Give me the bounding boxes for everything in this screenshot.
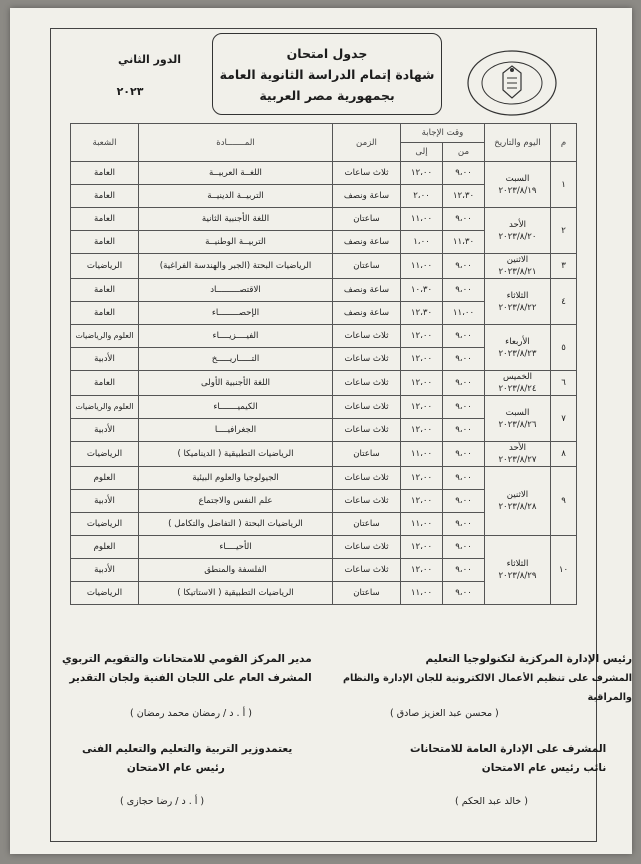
- document-page: [10, 8, 632, 854]
- exam-date: ٢٠٢٣/٨/٢٢: [498, 302, 537, 313]
- start-time: ٩،٠٠: [443, 513, 485, 536]
- exam-date: ٢٠٢٣/٨/٢٩: [498, 571, 537, 581]
- start-time: ٩،٠٠: [443, 162, 485, 185]
- branch: العلوم: [71, 467, 139, 490]
- signature-title: وزير التربية والتعليم والتعليم الفنى: [82, 743, 265, 755]
- signature-subtitle: نائب رئيس عام الامتحان: [481, 762, 607, 774]
- duration: ساعتان: [333, 513, 401, 536]
- signature-name: ( خالد عبد الحكم ): [455, 796, 528, 807]
- end-time: ٢،٠٠: [401, 185, 443, 208]
- signature-name: ( محسن عبد العزيز صادق ): [390, 708, 499, 719]
- subject: الجغرافيــــا: [139, 419, 333, 442]
- end-time: ١٢،٠٠: [401, 559, 443, 582]
- round-year-label: [65, 43, 195, 105]
- day-name: الثلاثاء: [506, 559, 529, 569]
- table-row: [71, 442, 577, 467]
- signature-subtitle: المشرف على تنظيم الأعمال الالكترونية للجان الإدارة والنظام والمراقبة: [342, 673, 632, 703]
- start-time: ٩،٠٠: [443, 419, 485, 442]
- end-time: ١٢،٠٠: [401, 467, 443, 490]
- duration: ثلاث ساعات: [333, 348, 401, 371]
- title-line-3: بجمهورية مصر العربية: [259, 87, 395, 103]
- duration: ساعتان: [333, 442, 401, 467]
- duration: ثلاث ساعات: [333, 467, 401, 490]
- end-time: ١٢،٠٠: [401, 348, 443, 371]
- signature-left-bottom: [82, 740, 265, 778]
- start-time: ١٢،٣٠: [443, 185, 485, 208]
- exam-date: ٢٠٢٣/٨/٢٨: [498, 502, 537, 512]
- day-number: ١: [551, 162, 577, 208]
- branch: الرياضيات: [71, 513, 139, 536]
- branch: العلوم: [71, 536, 139, 559]
- branch: الأدبية: [71, 348, 139, 371]
- start-time: ٩،٠٠: [443, 536, 485, 559]
- branch: العامة: [71, 279, 139, 302]
- start-time: ١١،٣٠: [443, 231, 485, 254]
- start-time: ٩،٠٠: [443, 559, 485, 582]
- day-number: ٤: [551, 279, 577, 325]
- subject: الإحصــــــــاء: [139, 302, 333, 325]
- end-time: ١٢،٠٠: [401, 371, 443, 396]
- day-date-cell: [485, 371, 551, 396]
- day-date-cell: [485, 254, 551, 279]
- start-time: ١١،٠٠: [443, 302, 485, 325]
- day-name: الأحد: [508, 443, 527, 453]
- signature-left-top: [62, 650, 312, 688]
- day-name: الأحد: [508, 219, 527, 230]
- subject: الفلسفة والمنطق: [139, 559, 333, 582]
- subject: التـــــاريـــــخ: [139, 348, 333, 371]
- end-time: ١٠،٣٠: [401, 279, 443, 302]
- day-name: السبت: [505, 407, 530, 418]
- subject: الأحيــــاء: [139, 536, 333, 559]
- signature-name: ( أ . د / رضا حجازى ): [120, 796, 205, 807]
- branch: العامة: [71, 162, 139, 185]
- table-row: [71, 371, 577, 396]
- subject: التربيــة الوطنيــة: [139, 231, 333, 254]
- header-subject: المـــــــادة: [139, 124, 333, 162]
- branch: العامة: [71, 371, 139, 396]
- end-time: ١٢،٠٠: [401, 490, 443, 513]
- table-row: [71, 254, 577, 279]
- end-time: ١،٠٠: [401, 231, 443, 254]
- duration: ثلاث ساعات: [333, 396, 401, 419]
- duration: ساعتان: [333, 582, 401, 605]
- end-time: ١١،٠٠: [401, 208, 443, 231]
- day-date-cell: [485, 325, 551, 371]
- branch: الرياضيات: [71, 254, 139, 279]
- day-number: ٧: [551, 396, 577, 442]
- exam-date: ٢٠٢٣/٨/٢٦: [498, 419, 537, 430]
- duration: ثلاث ساعات: [333, 325, 401, 348]
- day-number: ٣: [551, 254, 577, 279]
- exam-date: ٢٠٢٣/٨/٢٧: [498, 455, 537, 465]
- duration: ساعتان: [333, 208, 401, 231]
- signature-title: مدير المركز القومي للامتحانات والتقويم التربوي: [62, 653, 312, 665]
- day-date-cell: [485, 208, 551, 254]
- day-name: الثلاثاء: [506, 290, 529, 301]
- duration: ساعة ونصف: [333, 279, 401, 302]
- end-time: ١٢،٠٠: [401, 396, 443, 419]
- end-time: ١٢،٠٠: [401, 536, 443, 559]
- day-date-cell: [485, 396, 551, 442]
- duration: ثلاث ساعات: [333, 371, 401, 396]
- end-time: ١٢،٠٠: [401, 325, 443, 348]
- signature-name: ( أ . د / رمضان محمد رمضان ): [130, 708, 252, 719]
- subject: الرياضيات التطبيقية ( الاستاتيكا ): [139, 582, 333, 605]
- start-time: ٩،٠٠: [443, 208, 485, 231]
- day-date-cell: [485, 467, 551, 536]
- table-row: [71, 162, 577, 185]
- start-time: ٩،٠٠: [443, 490, 485, 513]
- exam-date: ٢٠٢٣/٨/١٩: [498, 185, 537, 196]
- subject: الرياضيات البحتة (الجبر والهندسة الفراغية): [139, 254, 333, 279]
- day-number: ٩: [551, 467, 577, 536]
- duration: ثلاث ساعات: [333, 490, 401, 513]
- signature-title: المشرف على الإدارة العامة للامتحانات: [410, 743, 607, 755]
- table-row: [71, 208, 577, 231]
- end-time: ١٢،٠٠: [401, 162, 443, 185]
- day-date-cell: [485, 279, 551, 325]
- exam-date: ٢٠٢٣/٨/٢٠: [498, 231, 537, 242]
- start-time: ٩،٠٠: [443, 396, 485, 419]
- duration: ساعة ونصف: [333, 185, 401, 208]
- duration: ثلاث ساعات: [333, 162, 401, 185]
- end-time: ١١،٠٠: [401, 442, 443, 467]
- signature-right-top: [340, 650, 632, 707]
- end-time: ١٢،٠٠: [401, 419, 443, 442]
- end-time: ١١،٠٠: [401, 254, 443, 279]
- title-box: [212, 33, 442, 115]
- day-number: ٦: [551, 371, 577, 396]
- exam-date: ٢٠٢٣/٨/٢٣: [498, 348, 537, 359]
- branch: الأدبية: [71, 419, 139, 442]
- subject: اللغة الأجنبية الثانية: [139, 208, 333, 231]
- table-row: [71, 396, 577, 419]
- ministry-logo-icon: [465, 48, 560, 118]
- branch: العامة: [71, 185, 139, 208]
- branch: العامة: [71, 231, 139, 254]
- day-name: السبت: [505, 173, 530, 184]
- day-number: ١٠: [551, 536, 577, 605]
- signature-title: رئيس الإدارة المركزية لتكنولوجيا التعليم: [425, 653, 632, 665]
- start-time: ٩،٠٠: [443, 371, 485, 396]
- table-row: [71, 536, 577, 559]
- duration: ساعتان: [333, 254, 401, 279]
- day-name: الخميس: [502, 372, 533, 382]
- day-date-cell: [485, 442, 551, 467]
- duration: ثلاث ساعات: [333, 559, 401, 582]
- branch: الأدبية: [71, 490, 139, 513]
- title-line-2: شهادة إتمام الدراسة الثانوية العامة: [219, 66, 435, 82]
- start-time: ٩،٠٠: [443, 325, 485, 348]
- header-day-date: اليوم والتاريخ: [485, 124, 551, 162]
- day-date-cell: [485, 536, 551, 605]
- start-time: ٩،٠٠: [443, 254, 485, 279]
- subject: علم النفس والاجتماع: [139, 490, 333, 513]
- header-to: إلى: [401, 143, 443, 162]
- round-label: الدور الثاني: [117, 53, 181, 66]
- duration: ثلاث ساعات: [333, 536, 401, 559]
- start-time: ٩،٠٠: [443, 348, 485, 371]
- subject: الرياضيات البحتة ( التفاضل والتكامل ): [139, 513, 333, 536]
- year-label: ٢٠٢٣: [116, 85, 144, 98]
- branch: العامة: [71, 302, 139, 325]
- day-number: ٥: [551, 325, 577, 371]
- duration: ساعة ونصف: [333, 302, 401, 325]
- duration: ساعة ونصف: [333, 231, 401, 254]
- duration: ثلاث ساعات: [333, 419, 401, 442]
- table-row: [71, 325, 577, 348]
- subject: الجيولوجيا والعلوم البيئية: [139, 467, 333, 490]
- day-number: ٢: [551, 208, 577, 254]
- signature-right-bottom: [410, 740, 606, 778]
- signature-subtitle: المشرف العام على اللجان الفنية ولجان التقدير: [69, 672, 312, 684]
- subject: التربيــة الدينيــة: [139, 185, 333, 208]
- end-time: ١١،٠٠: [401, 513, 443, 536]
- approve-label: يعتمد: [265, 743, 293, 755]
- branch: العلوم والرياضيات: [71, 325, 139, 348]
- table-row: [71, 467, 577, 490]
- branch: الرياضيات: [71, 442, 139, 467]
- day-number: ٨: [551, 442, 577, 467]
- branch: الرياضيات: [71, 582, 139, 605]
- branch: الأدبية: [71, 559, 139, 582]
- subject: اللغة الأجنبية الأولى: [139, 371, 333, 396]
- start-time: ٩،٠٠: [443, 467, 485, 490]
- day-date-cell: [485, 162, 551, 208]
- title-line-1: جدول امتحان: [286, 45, 368, 61]
- day-name: الأربعاء: [505, 336, 530, 347]
- subject: الرياضيات التطبيقية ( الديناميكا ): [139, 442, 333, 467]
- start-time: ٩،٠٠: [443, 582, 485, 605]
- end-time: ١٢،٣٠: [401, 302, 443, 325]
- subject: الاقتصـــــــــاد: [139, 279, 333, 302]
- subject: الكيميـــــــاء: [139, 396, 333, 419]
- header-num: م: [551, 124, 577, 162]
- exam-date: ٢٠٢٣/٨/٢١: [498, 267, 537, 277]
- exam-date: ٢٠٢٣/٨/٢٤: [498, 384, 537, 394]
- exam-schedule-table: [70, 123, 577, 605]
- header-answer-time: وقت الإجابة: [401, 124, 485, 143]
- end-time: ١١،٠٠: [401, 582, 443, 605]
- header-branch: الشعبة: [71, 124, 139, 162]
- start-time: ٩،٠٠: [443, 442, 485, 467]
- day-name: الاثنين: [506, 490, 529, 500]
- subject: الفيــــزيــــاء: [139, 325, 333, 348]
- subject: اللغــة العربيــة: [139, 162, 333, 185]
- signature-subtitle: رئيس عام الامتحان: [126, 762, 225, 774]
- day-name: الاثنين: [506, 255, 529, 265]
- start-time: ٩،٠٠: [443, 279, 485, 302]
- branch: العامة: [71, 208, 139, 231]
- header-from: من: [443, 143, 485, 162]
- branch: العلوم والرياضيات: [71, 396, 139, 419]
- header-duration: الزمن: [333, 124, 401, 162]
- table-row: [71, 279, 577, 302]
